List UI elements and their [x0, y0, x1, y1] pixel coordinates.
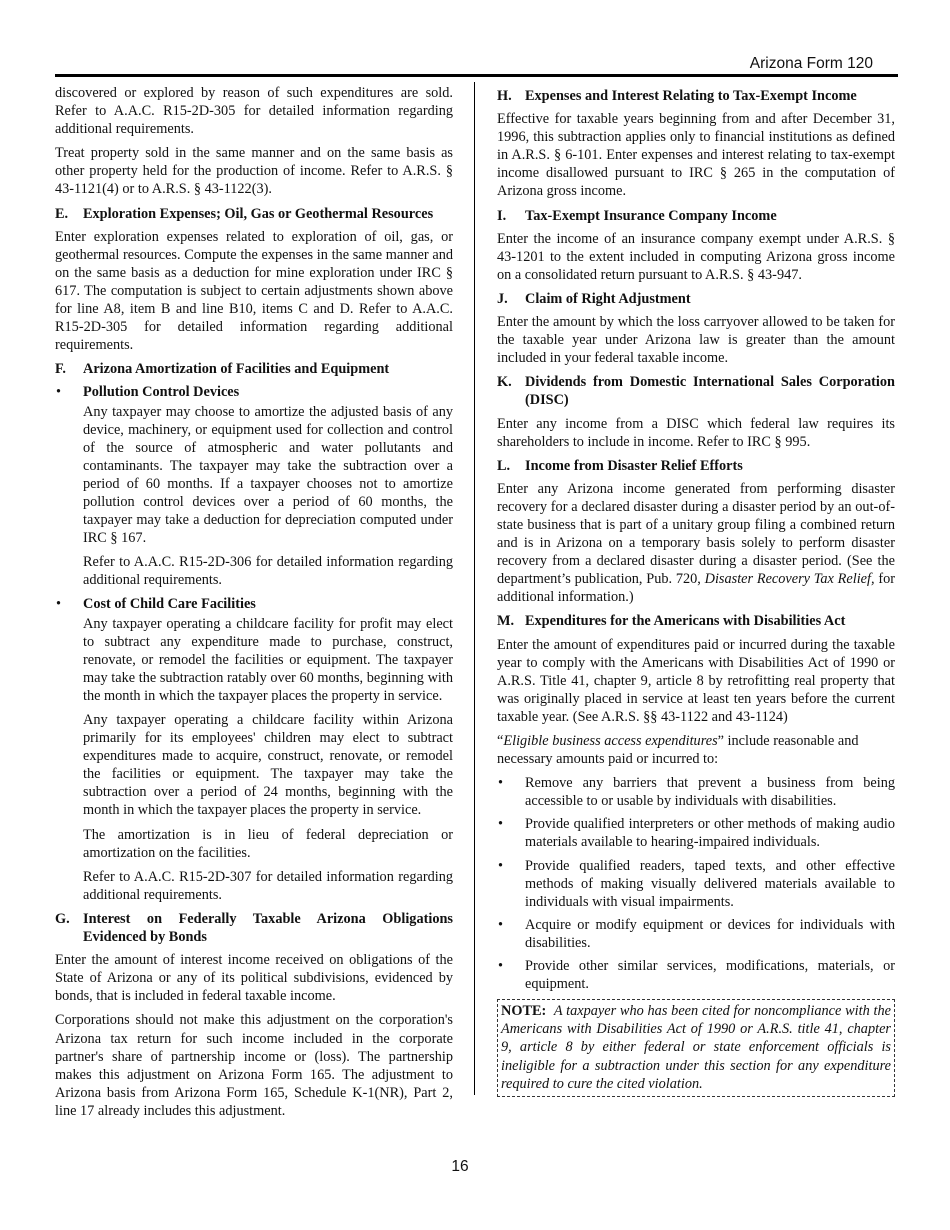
note-label: NOTE: [501, 1003, 547, 1020]
section-l-body: Enter any Arizona income generated from performing disaster recovery for a declared disaster during a disaster period by an out-of-state business that is part of a unitary group filing a combined return and is in Arizona on a temporary basis solely to perform disaster recovery from a declared disaster during a disaster period. (See the department’s publication, Pub. 720, Disaster Recovery Tax Relief, for additional information.) [497, 480, 896, 606]
section-j-heading: J. Claim of Right Adjustment [497, 290, 691, 307]
section-k-heading: K. Dividends from Domestic International Sales Corporation (DISC) [497, 374, 895, 409]
section-k-body: Enter any income from a DISC which federal law requires its shareholders to include in income. Refer to IRC § 995. [497, 415, 895, 450]
definition-paragraph: “Eligible business access expenditures” include reasonable and necessary amounts paid or incurred to: [497, 733, 859, 768]
child-care-heading: • Cost of Child Care Facilities [55, 595, 453, 613]
section-m-heading: M. Expenditures for the Americans with Disabilities Act [497, 613, 846, 630]
section-m-body: Enter the amount of expenditures paid or incurred during the taxable year to comply with the Americans with Disabilities Act of 1990 or A.R.S. Title 41, chapter 9, article 8 by retrofitting real property that was originally placed in service at least ten years before the current taxable year. (See A.R.S. §§ 43-1122 and 43-1124) [497, 636, 895, 725]
left-column [55, 84, 453, 1126]
list-item: • Remove any barriers that prevent a business from being accessible to or usable by individuals with disabilities. [497, 774, 895, 810]
note-text: A taxpayer who has been cited for noncompliance with the Americans with Disabilities Act of 1990 or A.R.S. title 41, chapter 9, article 8 by either federal or state enforcement officials is ineligible for a subtraction under this section for any expenditure required to cure the cited violation. [501, 1003, 891, 1092]
paragraph: Any taxpayer operating a childcare facility for profit may elect to subtract any expenditure made to purchase, construct, renovate, or remodel the facilities or equipment. The taxpayer may take the subtraction ratably over 60 months, beginning with the month in which the taxpayer places the property in service. [83, 615, 453, 704]
section-e-heading: E. Exploration Expenses; Oil, Gas or Geothermal Resources [55, 205, 434, 222]
right-column [497, 84, 895, 1097]
section-j-body: Enter the amount by which the loss carryover allowed to be taken for the taxable year under Arizona law is greater than the amount included in your federal taxable income. [497, 314, 895, 367]
paragraph: Any taxpayer may choose to amortize the adjusted basis of any device, machinery, or equipment used for collection and control of the source of atmospheric and water pollutants and contaminants. The taxpayer may take the subtraction over a period of 60 months. If a taxpayer chooses not to amortize pollution control devices over a period of 60 months, the taxpayer may take a deduction for depreciation computed under IRC § 167. [83, 403, 453, 547]
paragraph: discovered or explored by reason of such expenditures are sold. Refer to A.A.C. R15-2D-305 for detailed information regarding additional requirements. [55, 85, 453, 138]
section-i-body: Enter the income of an insurance company exempt under A.R.S. § 43-1201 to the extent included in computing Arizona gross income on a consolidated return pursuant to A.R.S. § 43-947. [497, 230, 895, 283]
paragraph: Treat property sold in the same manner and on the same basis as other property held for the production of income. Refer to A.R.S. § 43-1121(4) or to A.R.S. § 43-1122(3). [55, 145, 453, 198]
pollution-control-heading: • Pollution Control Devices [55, 383, 453, 401]
list-item: • Provide qualified interpreters or other methods of making audio materials available to hearing-impaired individuals. [497, 815, 895, 851]
header-rule [55, 74, 898, 77]
paragraph: Enter the amount of interest income received on obligations of the State of Arizona or any of its political subdivisions, evidenced by bonds, that is included in federal taxable income. [55, 952, 453, 1005]
section-h-heading: H. Expenses and Interest Relating to Tax-Exempt Income [497, 88, 857, 104]
list-item: • Acquire or modify equipment or devices for individuals with disabilities. [497, 916, 895, 952]
section-f-heading: F. Arizona Amortization of Facilities and Equipment [55, 361, 390, 378]
page-number: 16 [451, 1158, 469, 1175]
list-item: • Provide qualified readers, taped texts, and other effective methods of making visually delivered materials available to individuals with visual impairments. [497, 857, 895, 911]
form-title: Arizona Form 120 [749, 55, 873, 72]
section-e-body: Enter exploration expenses related to exploration of oil, gas, or geothermal resources. Compute the expenses in the same manner and on the same basis as a deduction for mine exploration under IRC § 617. The computation is subject to certain adjustments shown above for line A8, item B and line B10, items C and D. Refer to A.A.C. R15-2D-305 for detailed information regarding additional requirements. [55, 228, 453, 354]
section-g-heading: G. Interest on Federally Taxable Arizona Obligations Evidenced by Bonds [55, 910, 453, 946]
list-item: • Provide other similar services, modifications, materials, or equipment. [497, 957, 895, 993]
publication-title: Disaster Recovery Tax Relief, [704, 571, 875, 588]
paragraph: Corporations should not make this adjustment on the corporation's Arizona tax return for such income included in the corporate partner's share of partnership income or (loss). The partnership makes this adjustment on Arizona Form 165. The adjustment to Arizona basis from Arizona Form 165, Schedule K-1(NR), Part 2, line 17 already includes this adjustment. [55, 1012, 453, 1119]
paragraph: Any taxpayer operating a childcare facility within Arizona primarily for its employees' children may elect to subtract expenditures made to acquire, construct, renovate, or remodel the facilities or equipment. The taxpayer may take the subtraction over a period of 24 months, beginning with the month in which the taxpayer places the property in service. [83, 712, 453, 819]
paragraph: The amortization is in lieu of federal depreciation or amortization on the facilities. [83, 826, 453, 861]
paragraph: Refer to A.A.C. R15-2D-307 for detailed information regarding additional requirements. [83, 868, 453, 903]
note-box [497, 999, 895, 1096]
paragraph: Refer to A.A.C. R15-2D-306 for detailed information regarding additional requirements. [83, 554, 453, 589]
section-l-heading: L. Income from Disaster Relief Efforts [497, 457, 743, 474]
column-divider [474, 82, 475, 1095]
section-h-body: Effective for taxable years beginning from and after December 31, 1996, this subtraction applies only to financial institutions as defined in A.R.S. § 6-101. Enter expenses and interest relating to tax-exempt income disallowed pursuant to IRC § 265 in the computation of Arizona gross income. [497, 111, 895, 200]
section-i-heading: I. Tax-Exempt Insurance Company Income [497, 207, 777, 224]
expenditure-list [497, 774, 895, 993]
